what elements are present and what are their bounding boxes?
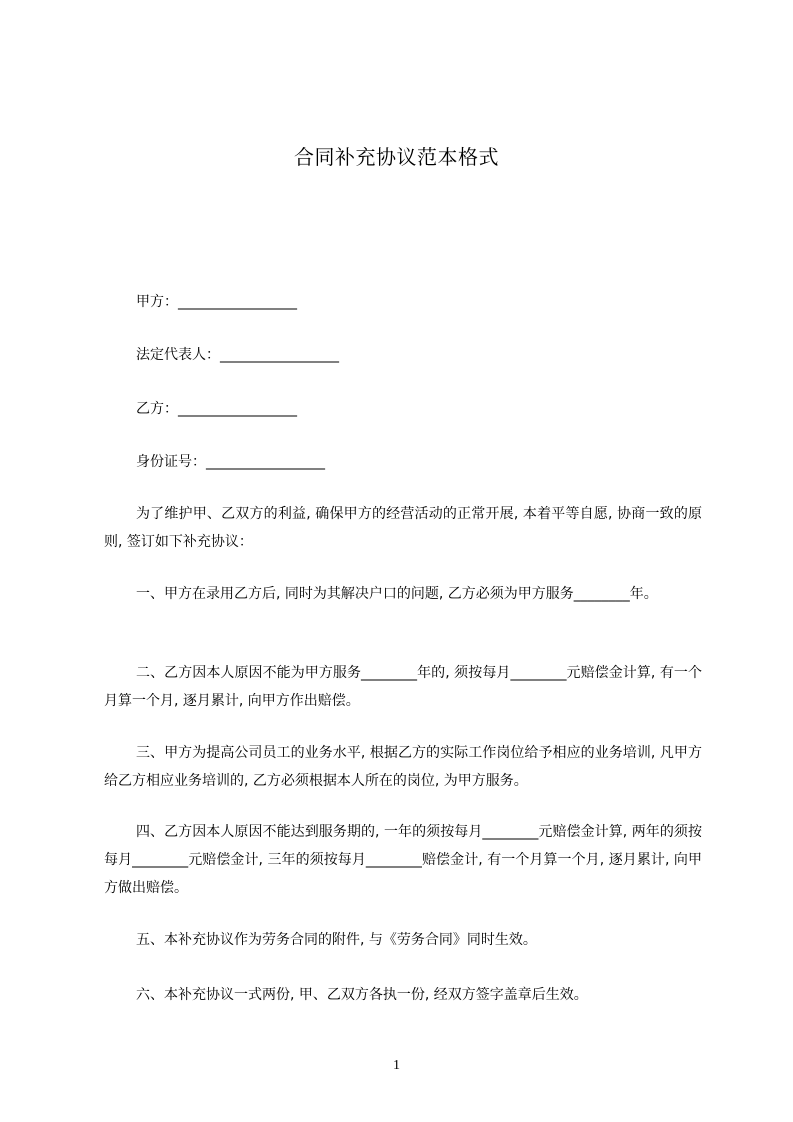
clause-5: 五、本补充协议作为劳务合同的附件, 与《劳务合同》同时生效。 — [136, 932, 537, 948]
clause-1: 一、甲方在录用乙方后, 同时为其解决户口的问题, 乙方必须为甲方服务________年。 — [136, 586, 658, 602]
document-title: 合同补充协议范本格式 — [294, 145, 499, 169]
clause-4: 四、乙方因本人原因不能达到服务期的, 一年的须按每月________元赔偿金计算, 两年的须按每月________元赔偿金计, 三年的须按每月________赔偿金计, 有一个月算一个月, 逐月累计, 向甲方做出赔偿。 — [104, 824, 702, 896]
clause-2: 二、乙方因本人原因不能为甲方服务________年的, 须按每月________元赔偿金计算, 有一个月算一个月, 逐月累计, 向甲方作出赔偿。 — [104, 665, 702, 709]
id-number-field: 身份证号：_________________ — [136, 454, 325, 470]
page-number: 1 — [393, 1058, 400, 1073]
intro-paragraph: 为了维护甲、乙双方的利益, 确保甲方的经营活动的正常开展, 本着平等自愿, 协商一致的原则, 签订如下补充协议： — [104, 506, 702, 550]
clause-6: 六、本补充协议一式两份, 甲、乙双方各执一份, 经双方签字盖章后生效。 — [136, 987, 588, 1003]
party-b-field: 乙方：_________________ — [136, 401, 297, 417]
legal-representative-field: 法定代表人：_________________ — [136, 347, 339, 363]
party-a-field: 甲方：_________________ — [136, 294, 297, 310]
clause-3: 三、甲方为提高公司员工的业务水平, 根据乙方的实际工作岗位给予相应的业务培训, 凡甲方给乙方相应业务培训的, 乙方必须根据本人所在的岗位, 为甲方服务。 — [104, 745, 702, 789]
